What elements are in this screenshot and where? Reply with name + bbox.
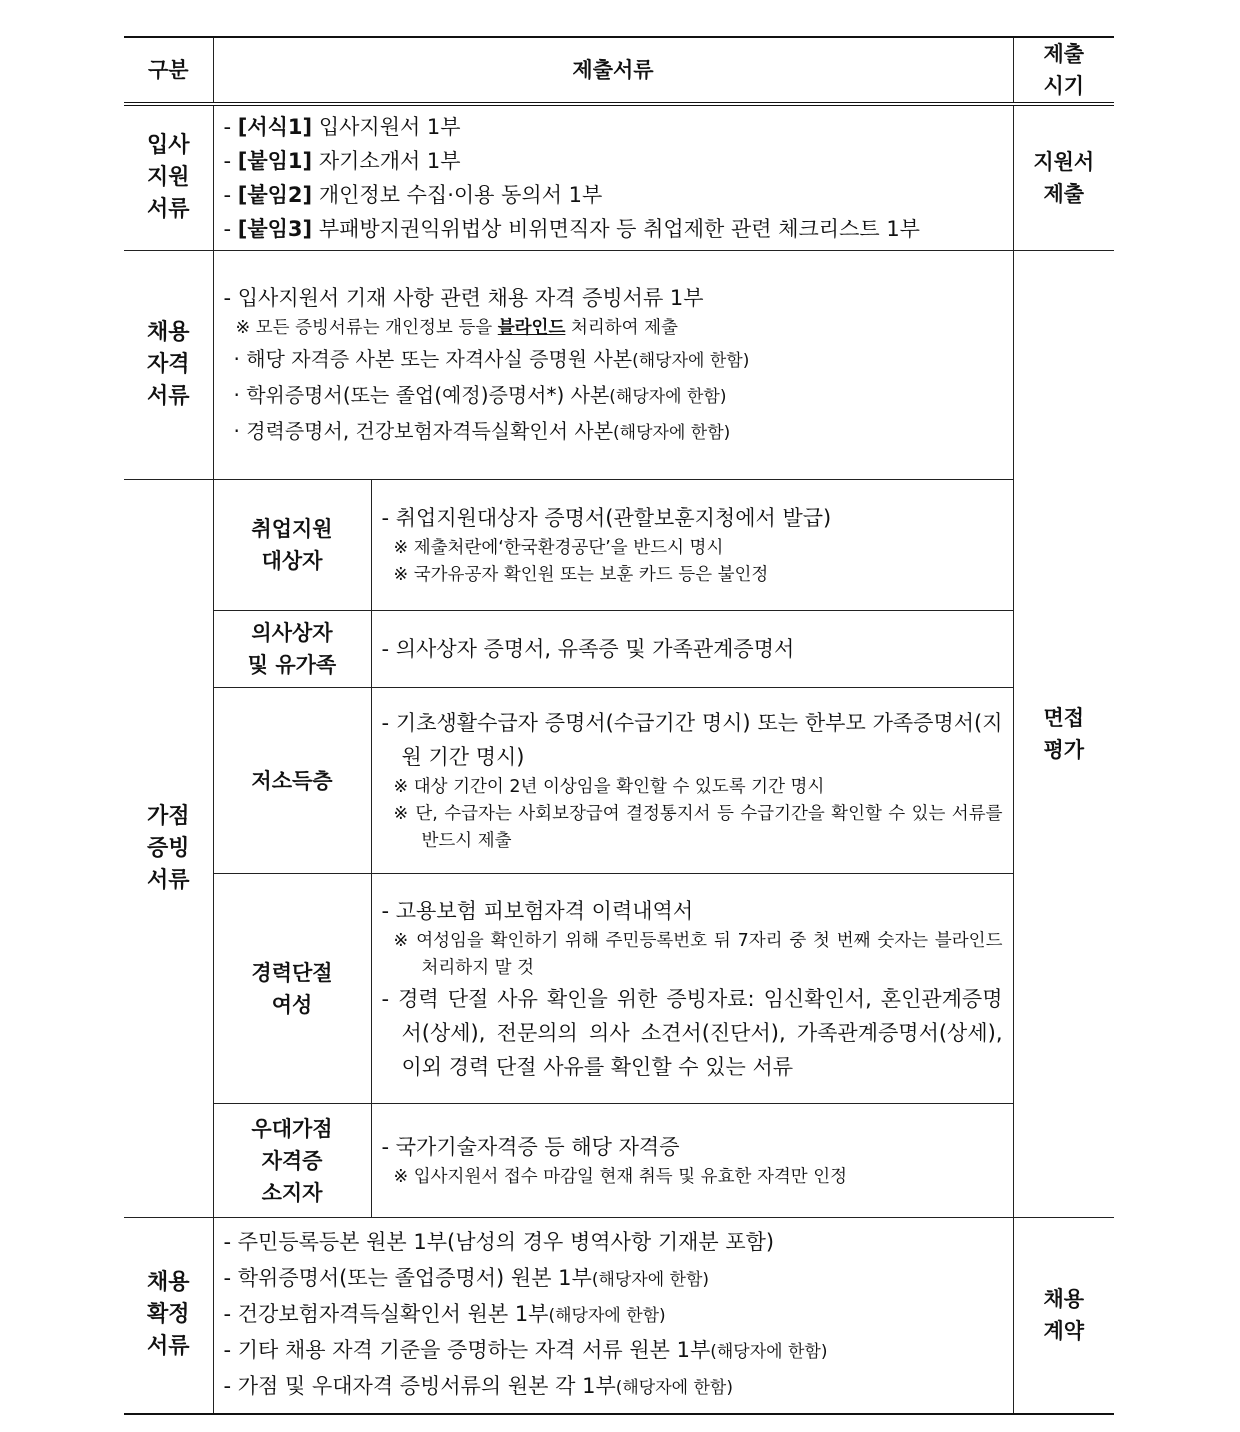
confirmation-item-3: - 건강보험자격득실확인서 원본 1부(해당자에 한함)	[223, 1302, 666, 1327]
preferred-content	[371, 1104, 1013, 1218]
category-qualification: 채용 자격 서류	[124, 251, 213, 480]
header-row	[124, 37, 1114, 104]
low-income-note-1: ※ 대상 기간이 2년 이상임을 확인할 수 있도록 기간 명시	[393, 777, 825, 797]
category-application: 입사 지원 서류	[124, 104, 213, 251]
label-employment-support: 취업지원 대상자	[213, 480, 371, 611]
application-line-3: - [붙임2] 개인정보 수집·이용 동의서 1부	[223, 183, 603, 207]
timing-interview: 면접 평가	[1013, 251, 1114, 1218]
label-preferred: 우대가점 자격증 소지자	[213, 1104, 371, 1218]
header-timing-line1: 제출	[1043, 42, 1085, 66]
employment-support-note-1: ※ 제출처란에‘한국환경공단’을 반드시 명시	[393, 538, 724, 558]
preferred-main: - 국가기술자격증 등 해당 자격증	[381, 1135, 680, 1159]
righteous-content	[371, 611, 1013, 688]
qualification-item-2: · 학위증명서(또는 졸업(예정)증명서*) 사본(해당자에 한함)	[233, 382, 727, 407]
employment-support-main: - 취업지원대상자 증명서(관할보훈지청에서 발급)	[381, 506, 832, 530]
application-line-1: - [서식1] 입사지원서 1부	[223, 115, 461, 139]
low-income-main: - 기초생활수급자 증명서(수급기간 명시) 또는 한부모 가족증명서(지원 기간 명시)	[381, 711, 1003, 769]
qualification-item-1: · 해당 자격증 사본 또는 자격사실 증명원 사본(해당자에 한함)	[233, 346, 750, 371]
confirmation-item-1: - 주민등록등본 원본 1부(남성의 경우 병역사항 기재분 포함)	[223, 1230, 775, 1255]
category-confirmation: 채용 확정 서류	[124, 1218, 213, 1414]
row-righteous	[124, 611, 1114, 688]
documents-table	[124, 36, 1114, 1415]
career-break-main-2: - 경력 단절 사유 확인을 위한 증빙자료: 임신확인서, 혼인관계증명서(상세), 전문의의 의사 소견서(진단서), 가족관계증명서(상세), 이외 경력 단절 사유를 확인할 수 있는 서류	[381, 986, 1003, 1079]
header-timing	[1013, 37, 1114, 104]
application-line-2: - [붙임1] 자기소개서 1부	[223, 149, 461, 173]
confirmation-item-4: - 기타 채용 자격 기준을 증명하는 자격 서류 원본 1부(해당자에 한함)	[223, 1338, 828, 1363]
timing-application: 지원서 제출	[1013, 104, 1114, 251]
career-break-note-1: ※ 여성임을 확인하기 위해 주민등록번호 뒤 7자리 중 첫 번째 숫자는 블라인드 처리하지 말 것	[393, 930, 1003, 978]
confirmation-item-2: - 학위증명서(또는 졸업증명서) 원본 1부(해당자에 한함)	[223, 1266, 710, 1291]
row-preferred	[124, 1104, 1114, 1218]
qualification-item-3: · 경력증명서, 건강보험자격득실확인서 사본(해당자에 한함)	[233, 418, 731, 443]
label-righteous: 의사상자 및 유가족	[213, 611, 371, 688]
confirmation-item-5: - 가점 및 우대자격 증빙서류의 원본 각 1부(해당자에 한함)	[223, 1374, 733, 1399]
row-low-income	[124, 688, 1114, 874]
employment-support-content	[371, 480, 1013, 611]
career-break-main-1: - 고용보험 피보험자격 이력내역서	[381, 898, 694, 923]
qualification-note: ※ 모든 증빙서류는 개인정보 등을 블라인드 처리하여 제출	[235, 317, 678, 338]
row-employment-support	[124, 480, 1114, 611]
category-bonus: 가점 증빙 서류	[124, 480, 213, 1218]
employment-support-note-2: ※ 국가유공자 확인원 또는 보훈 카드 등은 불인정	[393, 565, 769, 585]
application-content	[213, 104, 1013, 251]
low-income-content	[371, 688, 1013, 874]
low-income-note-2: ※ 단, 수급자는 사회보장급여 결정통지서 등 수급기간을 확인할 수 있는 서류를 반드시 제출	[393, 804, 1003, 851]
label-low-income: 저소득층	[213, 688, 371, 874]
header-documents: 제출서류	[213, 37, 1013, 104]
header-timing-line2: 시기	[1043, 74, 1085, 98]
label-career-break: 경력단절 여성	[213, 874, 371, 1104]
row-qualification	[124, 251, 1114, 480]
righteous-main: - 의사상자 증명서, 유족증 및 가족관계증명서	[381, 637, 795, 661]
row-career-break	[124, 874, 1114, 1104]
row-application	[124, 104, 1114, 251]
qualification-main: - 입사지원서 기재 사항 관련 채용 자격 증빙서류 1부	[223, 285, 704, 310]
preferred-note-1: ※ 입사지원서 접수 마감일 현재 취득 및 유효한 자격만 인정	[393, 1167, 848, 1187]
application-line-4: - [붙임3] 부패방지권익위법상 비위면직자 등 취업제한 관련 체크리스트 1부	[223, 217, 920, 241]
header-category: 구분	[124, 37, 213, 104]
row-confirmation	[124, 1218, 1114, 1414]
qualification-content	[213, 251, 1013, 480]
career-break-content	[371, 874, 1013, 1104]
confirmation-content	[213, 1218, 1013, 1414]
timing-contract: 채용 계약	[1013, 1218, 1114, 1414]
